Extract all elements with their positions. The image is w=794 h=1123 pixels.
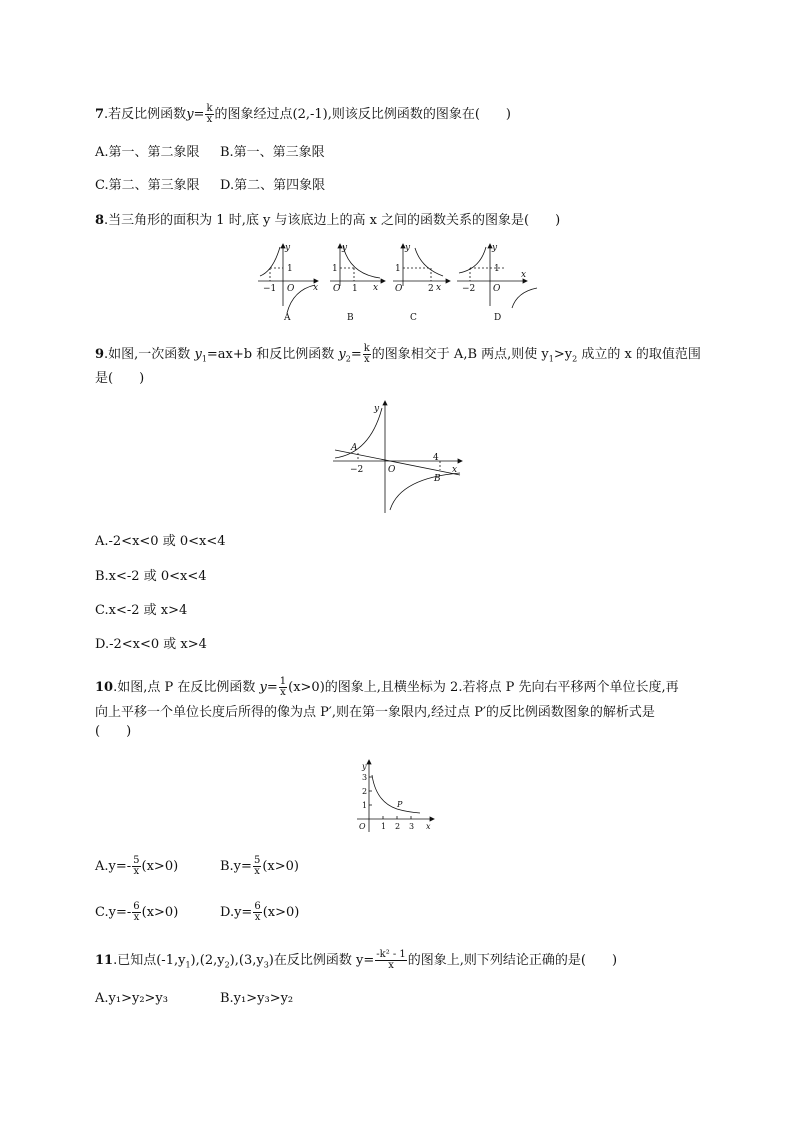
svg-text:O: O xyxy=(359,822,366,831)
svg-text:x: x xyxy=(436,283,442,293)
svg-text:O: O xyxy=(287,284,295,294)
question-number: 7 xyxy=(95,107,105,122)
graph-c[interactable] xyxy=(393,243,450,323)
svg-text:O: O xyxy=(388,465,396,475)
svg-text:2: 2 xyxy=(395,822,401,831)
svg-text:3: 3 xyxy=(362,773,368,782)
graph-d-label: D xyxy=(494,313,502,323)
svg-text:y: y xyxy=(492,243,498,253)
graph-a-label: A xyxy=(284,313,291,323)
option-a[interactable]: A.y₁>y₂>y₃ xyxy=(95,991,168,1006)
fraction: $\frac{\text{-k² - 1}}{x}$ xyxy=(376,949,406,971)
svg-text:4: 4 xyxy=(433,453,439,463)
option-b[interactable]: B.y₁>y₃>y₂ xyxy=(220,991,294,1006)
question-10-line3: ( ) xyxy=(95,724,132,739)
svg-text:x: x xyxy=(452,465,458,475)
question-9: 9.如图,一次函数 $y_1=ax+b$ 和反比例函数 $y_2=$ $\frac{k}{x}$ 的图象相交于 A,B 两点,则使 $y_1>y_2$ 成立的 x 的取值范围 xyxy=(95,343,701,365)
q9-figure xyxy=(330,398,465,516)
svg-text:2: 2 xyxy=(362,787,368,796)
svg-text:1: 1 xyxy=(287,264,293,274)
option-b[interactable]: B.x<-2 或 0<x<4 xyxy=(95,569,207,584)
question-8: 8.当三角形的面积为 1 时,底 y 与该底边上的高 x 之间的函数关系的图象是( ) xyxy=(95,213,561,228)
question-number: 11 xyxy=(95,953,114,968)
svg-text:O: O xyxy=(493,284,501,294)
svg-text:1: 1 xyxy=(362,801,368,810)
fraction: $\frac{k}{x}$ xyxy=(206,103,213,125)
svg-text:P: P xyxy=(397,800,403,809)
option-a[interactable]: A.第一、第二象限 xyxy=(95,145,200,160)
svg-text:x: x xyxy=(521,270,527,280)
svg-text:B: B xyxy=(434,474,441,484)
svg-text:y: y xyxy=(405,243,411,253)
option-b[interactable]: B.第一、第三象限 xyxy=(220,145,325,160)
svg-text:1: 1 xyxy=(352,284,358,294)
svg-text:1: 1 xyxy=(332,264,338,274)
question-11: 11.已知点$(-1,y_1),(2,y_2),(3,y_3)$在反比例函数 y= $\frac{\text{-k² - 1}}{x}$ 的图象上,则下列结论正确的是( ) xyxy=(95,949,618,971)
svg-text:−2: −2 xyxy=(350,465,364,475)
question-9-line2: 是( ) xyxy=(95,371,145,386)
svg-text:O: O xyxy=(333,284,341,294)
svg-text:3: 3 xyxy=(409,822,415,831)
svg-text:1: 1 xyxy=(494,264,500,274)
option-a[interactable]: A.y=- $\frac{5}{x}$ (x>0) xyxy=(95,855,179,877)
svg-text:y: y xyxy=(285,243,291,253)
graph-b-label: B xyxy=(347,313,354,323)
fraction: $\frac{1}{x}$ xyxy=(279,676,287,698)
question-number: 8 xyxy=(95,213,105,228)
svg-text:y: y xyxy=(342,243,348,253)
option-d[interactable]: D.-2<x<0 或 x>4 xyxy=(95,637,207,652)
graph-c-label: C xyxy=(410,313,417,323)
fraction: $\frac{k}{x}$ xyxy=(363,343,370,365)
graph-a[interactable] xyxy=(258,243,318,323)
question-7: 7.若反比例函数y= $\frac{k}{x}$ 的图象经过点(2,-1),则该反比例函数的图象在( ) xyxy=(95,103,511,125)
svg-text:y: y xyxy=(362,762,367,771)
svg-text:x: x xyxy=(373,283,379,293)
option-d[interactable]: D.第二、第四象限 xyxy=(220,178,326,193)
q8-graphs xyxy=(255,238,545,323)
question-number: 9 xyxy=(95,347,105,362)
option-a[interactable]: A.-2<x<0 或 0<x<4 xyxy=(95,534,226,549)
option-c[interactable]: C.y=- $\frac{6}{x}$ (x>0) xyxy=(95,901,179,923)
svg-text:x: x xyxy=(313,283,319,293)
svg-text:O: O xyxy=(395,284,403,294)
svg-text:y: y xyxy=(374,404,380,414)
svg-text:−2: −2 xyxy=(462,284,476,294)
svg-text:x: x xyxy=(426,822,431,831)
svg-text:−1: −1 xyxy=(263,284,277,294)
option-c[interactable]: C.第二、第三象限 xyxy=(95,178,200,193)
option-c[interactable]: C.x<-2 或 x>4 xyxy=(95,603,188,618)
svg-text:2: 2 xyxy=(428,284,434,294)
option-d[interactable]: D.y= $\frac{6}{x}$ (x>0) xyxy=(220,901,300,923)
q10-figure xyxy=(352,757,437,837)
svg-text:1: 1 xyxy=(395,264,401,274)
question-10-line2: 向上平移一个单位长度后所得的像为点 P′,则在第一象限内,经过点 P′的反比例函数图象的解析式是 xyxy=(95,705,655,720)
graph-b[interactable] xyxy=(330,243,385,323)
graph-d[interactable] xyxy=(457,243,537,323)
svg-text:A: A xyxy=(351,443,358,453)
question-number: 10 xyxy=(95,680,114,695)
svg-text:1: 1 xyxy=(381,822,387,831)
option-b[interactable]: B.y= $\frac{5}{x}$ (x>0) xyxy=(220,855,299,877)
question-10: 10.如图,点 P 在反比例函数 y= $\frac{1}{x}$ (x>0)的图象上,且横坐标为 2.若将点 P 先向右平移两个单位长度,再 xyxy=(95,676,679,698)
